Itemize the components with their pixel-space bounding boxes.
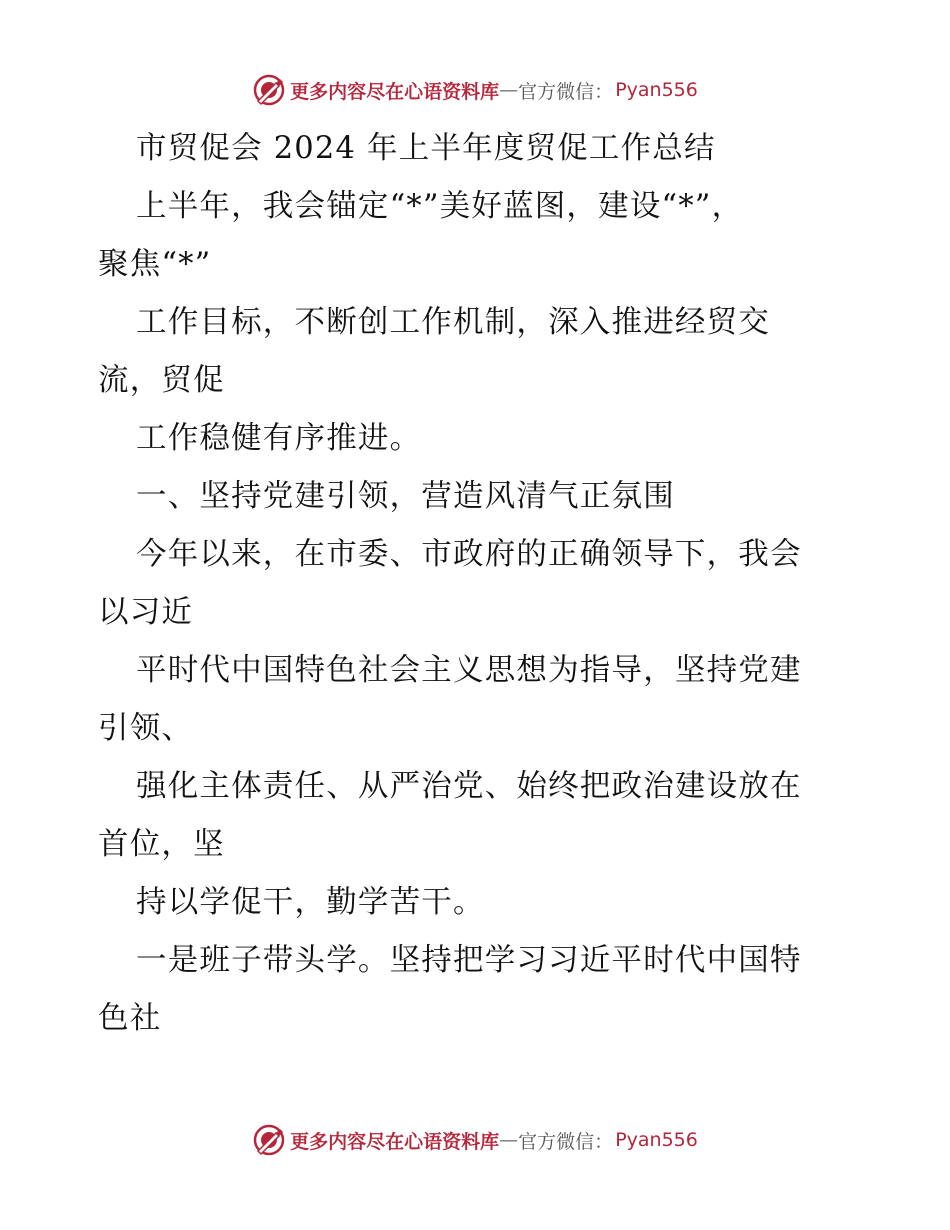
paragraph-line: 工作目标，不断创工作机制，深入推进经贸交: [136, 305, 770, 340]
document-title: 市贸促会 2024 年上半年度贸促工作总结: [136, 131, 716, 166]
footer-sub-text: 官方微信：: [518, 1130, 614, 1153]
footer-wechat-id: Pyan556: [615, 1129, 698, 1151]
header-sub-text: 官方微信：: [518, 80, 614, 103]
paragraph-line: 今年以来，在市委、市政府的正确领导下，我会: [136, 537, 802, 572]
paragraph-line: 首位，坚: [98, 827, 225, 862]
paragraph-line: 上半年，我会锚定“*”美好蓝图，建设“*”，: [136, 189, 744, 224]
paragraph-line: 持以学促干，勤学苦干。: [136, 885, 485, 920]
paragraph-line: 色社: [98, 1001, 162, 1036]
paragraph-line: 引领、: [98, 711, 194, 746]
header-wechat-id: Pyan556: [615, 79, 698, 101]
paragraph-line: 流，贸促: [98, 363, 225, 398]
header-main-text: 更多内容尽在心语资料库: [290, 80, 500, 103]
section-heading: 一、坚持党建引领，营造风清气正氛围: [136, 479, 675, 514]
paragraph-line: 工作稳健有序推进。: [136, 421, 422, 456]
pen-logo-icon: [252, 73, 286, 107]
paragraph-line: 一是班子带头学。坚持把学习习近平时代中国特: [136, 943, 802, 978]
header-watermark: [0, 70, 950, 110]
footer-watermark: [0, 1120, 950, 1160]
footer-separator: —: [499, 1129, 519, 1151]
header-separator: —: [499, 79, 519, 101]
paragraph-line: 强化主体责任、从严治党、始终把政治建设放在: [136, 769, 802, 804]
paragraph-line: 平时代中国特色社会主义思想为指导，坚持党建: [136, 653, 802, 688]
paragraph-line: 以习近: [98, 595, 194, 630]
pen-logo-icon: [252, 1123, 286, 1157]
footer-main-text: 更多内容尽在心语资料库: [290, 1130, 500, 1153]
paragraph-line: 聚焦“*”: [98, 247, 212, 282]
